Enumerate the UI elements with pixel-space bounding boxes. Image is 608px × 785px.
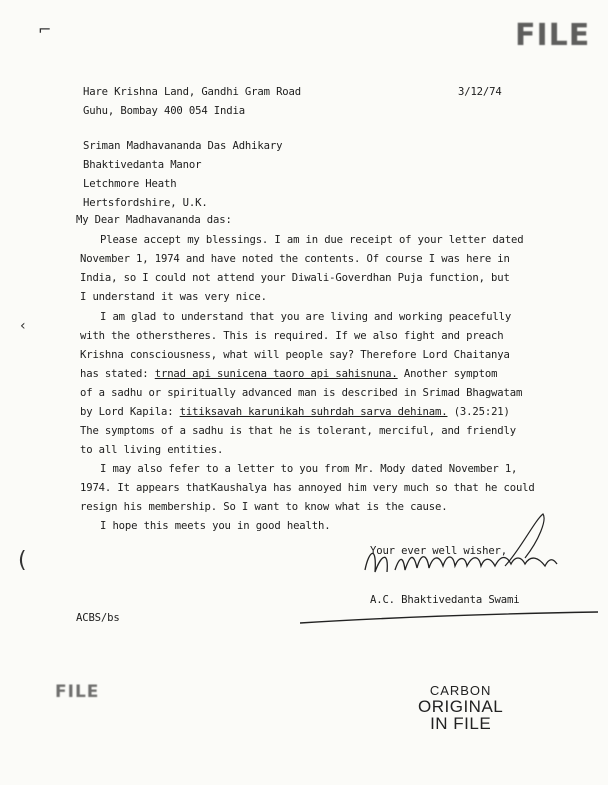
carbon-label: CARBON <box>429 683 492 698</box>
recipient-name: Sriman Madhavananda Das Adhikary <box>83 140 283 152</box>
para2-line7: The symptoms of a sadhu is that he is tolerant, merciful, and friendly <box>80 425 516 437</box>
sender-address-line1: Hare Krishna Land, Gandhi Gram Road <box>83 86 301 98</box>
signature-underline <box>300 608 600 628</box>
para4: I hope this meets you in good health. <box>100 520 331 532</box>
handwritten-signature <box>355 510 575 590</box>
para2-line1: I am glad to understand that you are living and working peacefully <box>100 311 512 323</box>
recipient-line3: Letchmore Heath <box>83 178 177 190</box>
file-stamp-top: FILE <box>515 18 591 53</box>
letter-date: 3/12/74 <box>458 86 502 98</box>
para2-line3: Krishna consciousness, what will people say? Therefore Lord Chaitanya <box>80 349 510 361</box>
para2-line4-pre: has stated: <box>80 368 155 380</box>
para2-line6-post: (3.25:21) <box>447 406 510 418</box>
sanskrit-quote-2: titiksavah karunikah suhrdah sarva dehinam. <box>179 406 448 418</box>
para3-line2: 1974. It appears thatKaushalya has annoyed him very much so that he could <box>80 482 535 494</box>
para2-line6-pre: by Lord Kapila: <box>80 406 180 418</box>
para2-line6 <box>80 406 510 418</box>
recipient-line4: Hertsfordshire, U.K. <box>83 197 208 209</box>
margin-mark-1: ‹ <box>20 318 26 334</box>
para1-line3: India, so I could not attend your Diwali-Goverdhan Puja function, but <box>80 272 510 284</box>
signer-name: A.C. Bhaktivedanta Swami <box>370 594 520 606</box>
sanskrit-quote-1: trnad api sunicena taoro api sahisnuna. <box>154 368 398 380</box>
file-stamp-bottom: FILE <box>55 682 100 702</box>
para3-line3: resign his membership. So I want to know what is the cause. <box>80 501 448 513</box>
closing-line: Your ever well wisher, <box>370 545 508 557</box>
corner-scribble: ⌐ <box>38 20 52 39</box>
margin-mark-2: ( <box>18 548 27 573</box>
salutation: My Dear Madhavananda das: <box>76 214 232 226</box>
carbon-stamp <box>418 684 503 733</box>
in-file-label: IN FILE <box>430 714 492 734</box>
para1-line4: I understand it was very nice. <box>80 291 267 303</box>
para1-line1: Please accept my blessings. I am in due receipt of your letter dated <box>100 234 524 246</box>
recipient-line2: Bhaktivedanta Manor <box>83 159 202 171</box>
para2-line4-post: Another symptom <box>397 368 498 380</box>
para2-line2: with the otherstheres. This is required. If we also fight and preach <box>80 330 504 342</box>
typist-initials: ACBS/bs <box>76 612 120 624</box>
para1-line2: November 1, 1974 and have noted the contents. Of course I was here in <box>80 253 510 265</box>
original-label: ORIGINAL <box>418 696 504 716</box>
para3-line1: I may also fefer to a letter to you from Mr. Mody dated November 1, <box>100 463 518 475</box>
para2-line4 <box>80 368 497 380</box>
para2-line8: to all living entities. <box>80 444 224 456</box>
para2-line5: of a sadhu or spiritually advanced man is described in Srimad Bhagwatam <box>80 387 523 399</box>
sender-address-line2: Guhu, Bombay 400 054 India <box>83 105 245 117</box>
